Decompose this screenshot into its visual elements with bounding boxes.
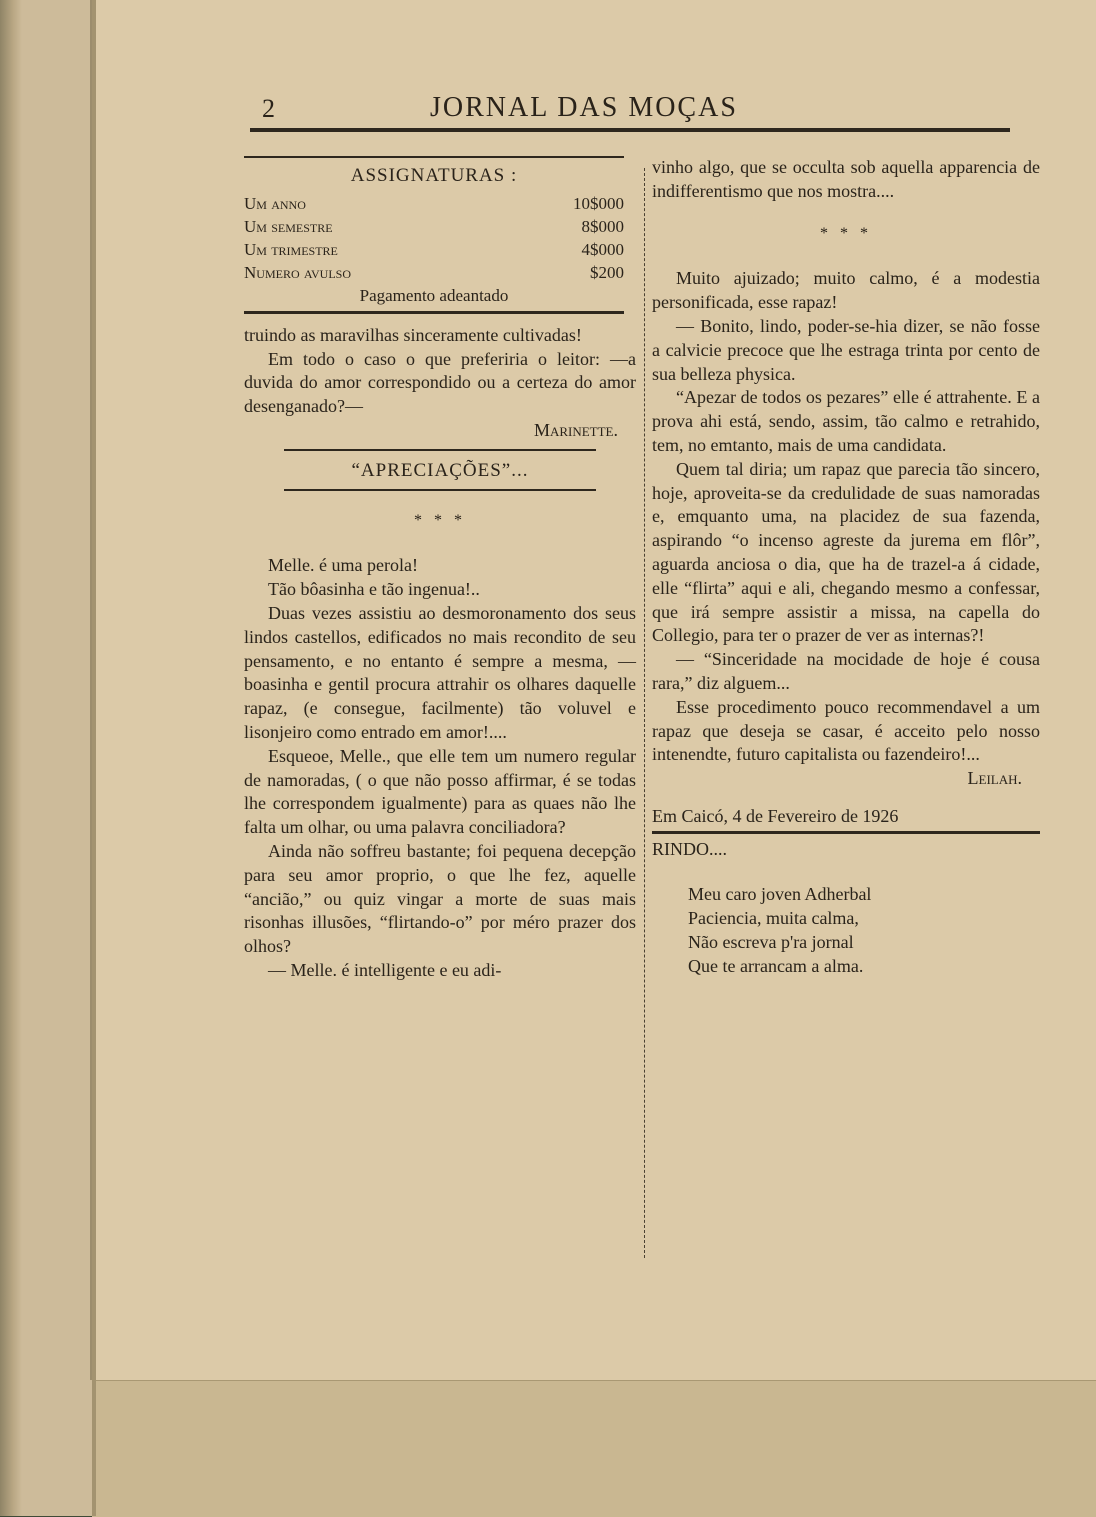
column-divider	[644, 168, 646, 1258]
subscription-row	[244, 238, 624, 261]
subscription-price: $200	[590, 262, 624, 282]
paragraph: vinho algo, que se occulta sob aquella apparencia de indifferentismo que nos mostra....	[652, 157, 1040, 201]
journal-title: JORNAL DAS MOÇAS	[430, 92, 738, 123]
section-rule	[284, 489, 596, 491]
section-rule	[284, 449, 596, 451]
subscription-price: 10$000	[573, 193, 624, 213]
paragraph: — Bonito, lindo, poder-se-hia dizer, se não fosse a calvicie precoce que lhe estraga trinta por cento de sua belleza physica.	[652, 315, 1040, 384]
paragraph: Tão bôasinha e tão ingenua!..	[268, 579, 480, 600]
poem-line: Não escreva p'ra jornal	[688, 931, 854, 952]
section-rule	[652, 831, 1040, 834]
paper-edge	[0, 0, 22, 1516]
paragraph: Ainda não soffreu bastante; foi pequena decepção para seu amor proprio, o que lhe fez, aquelle “ancião,” ou quiz vingar a morte de suas mais risonhas illusões, “flirtando-o” por méro prazer dos olhos?	[244, 840, 636, 957]
paragraph: — “Sinceridade na mocidade de hoje é cousa rara,” diz alguem...	[652, 649, 1040, 693]
paragraph: Esse procedimento pouco recommendavel a um rapaz que deseja se casar, é acceito pelo nosso intenendte, futuro capitalista ou fazendeiro!...	[652, 696, 1040, 765]
subscription-row	[244, 192, 624, 215]
subscription-row	[244, 215, 624, 238]
page-header	[250, 92, 1010, 132]
subscription-row	[244, 261, 624, 284]
subscription-label: Um anno	[244, 193, 306, 213]
subscriptions-note: Pagamento adeantado	[359, 285, 509, 305]
paragraph: Muito ajuizado; muito calmo, é a modestia personificada, esse rapaz!	[652, 268, 1040, 313]
left-column	[244, 156, 636, 983]
asterism: * * *	[820, 224, 872, 242]
subscription-price: 4$000	[581, 239, 624, 259]
right-column	[652, 156, 1040, 978]
header-rule	[250, 128, 1010, 132]
poem	[652, 882, 1040, 978]
paragraph: Duas vezes assistiu ao desmoronamento dos seus lindos castellos, edificados no mais recondito de seu pensamento, e no entanto é sempre a mesma, — boasinha e gentil procura attrahir os olhares daquelle rapaz, (e consegue, facilmente) tão voluvel e lisonjeiro como entrado em amor!....	[244, 602, 636, 742]
fold-line	[92, 0, 96, 1516]
paragraph: Melle. é uma perola!	[268, 555, 418, 576]
asterism: * * *	[414, 511, 466, 529]
subscription-label: Numero avulso	[244, 262, 351, 282]
paragraph: Esqueoe, Melle., que elle tem um numero regular de namoradas, ( o que não posso affirmar, é se todas lhe correspondem igualmente) para as quaes não lhe falta um olhar, ou uma palavra conciliadora?	[244, 745, 636, 838]
subscriptions-title: ASSIGNATURAS :	[350, 165, 518, 186]
subscriptions-box	[244, 156, 624, 314]
date-line: Em Caicó, 4 de Fevereiro de 1926	[652, 805, 899, 826]
subscription-price: 8$000	[581, 216, 624, 236]
subscription-label: Um semestre	[244, 216, 333, 236]
page-number: 2	[262, 94, 275, 123]
signature: Leilah.	[967, 768, 1022, 789]
poem-line: Que te arrancam a alma.	[688, 955, 864, 976]
section-title: “APRECIAÇÕES”...	[351, 459, 529, 481]
paragraph: Quem tal diria; um rapaz que parecia tão sincero, hoje, aproveita-se da credulidade de suas namoradas e, emquanto uma, na placidez de sua fazenda, aspirando “o incenso agreste da jurema em flôr”, aguarda anciosa o dia, que ha de trazel-a á cidade, elle “flirta” aqui e ali, chegando mesmo a confessar, que irá sempre assistir a missa, na capella do Collegio, para ter o prazer de ver as internas?!	[652, 458, 1040, 646]
signature: Marinette.	[533, 419, 618, 440]
lower-sheet	[92, 1380, 1096, 1517]
poem-line: Paciencia, muita calma,	[688, 907, 859, 928]
paragraph: — Melle. é intelligente e eu adi-	[268, 959, 502, 980]
paragraph: “Apezar de todos os pezares” elle é attrahente. E a prova ahi está, sendo, assim, tão calmo e retrahido, tem, no emtanto, mais de uma candidata.	[652, 387, 1040, 455]
paragraph: truindo as maravilhas sinceramente cultivadas!	[244, 324, 582, 345]
section-title: RINDO....	[652, 838, 727, 859]
paragraph: Em todo o caso o que preferiria o leitor: —a duvida do amor correspondido ou a certeza do amor desenganado?—	[244, 348, 636, 417]
subscription-label: Um trimestre	[244, 239, 338, 259]
poem-line: Meu caro joven Adherbal	[688, 883, 872, 904]
